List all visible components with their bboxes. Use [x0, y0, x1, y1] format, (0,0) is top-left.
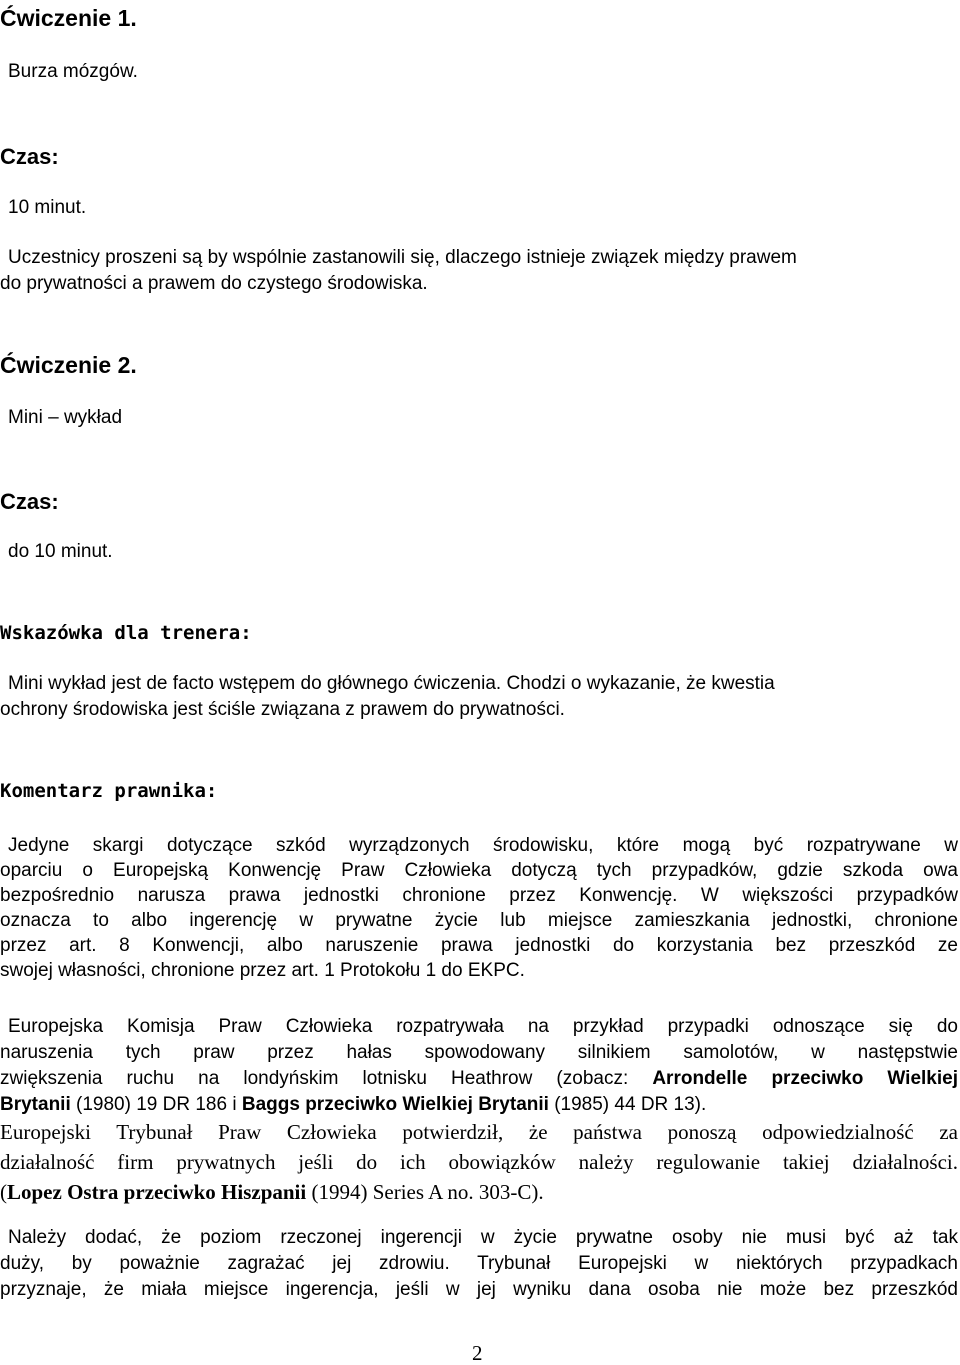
trainer-note-text	[0, 671, 958, 723]
case-name: Brytanii	[0, 1094, 71, 1115]
exercise-1-heading: Ćwiczenie 1.	[0, 5, 137, 31]
case-name: Arrondelle przeciwko Wielkiej	[652, 1068, 958, 1089]
exercise-1-time-value: 10 minut.	[8, 197, 87, 218]
paragraph-line: naruszenia tych praw przez hałas spowodowany silnikiem samolotów, w następstwie	[0, 1042, 958, 1063]
description-line: do prywatności a prawem do czystego środowiska.	[0, 273, 428, 294]
text-span: zwiększenia ruchu na londyńskim lotnisku Heathrow (zobacz:	[0, 1068, 653, 1089]
trainer-line: Mini wykład jest de facto wstępem do głównego ćwiczenia. Chodzi o wykazanie, że kwestia	[8, 673, 775, 694]
exercise-2-time-label: Czas:	[0, 489, 59, 514]
trainer-note-label: Wskazówka dla trenera:	[0, 622, 252, 644]
paragraph-line: duży, by poważnie zagrażać jej zdrowiu. Trybunał Europejski w niektórych przypadkach	[0, 1253, 958, 1274]
paragraph-line: swojej własności, chronione przez art. 1 Protokołu 1 do EKPC.	[0, 960, 525, 981]
paragraph-line: przez art. 8 Konwencji, albo naruszenie prawa jednostki do korzystania bez przeszkód ze	[0, 935, 958, 956]
text-span: (1985) 44 DR 13).	[548, 1094, 707, 1115]
final-paragraph	[0, 1225, 958, 1303]
text-span: (1994) Series A no. 303-C).	[306, 1180, 544, 1204]
paragraph-line: Należy dodać, że poziom rzeczonej ingerencji w życie prywatne osoby nie musi być aż tak	[8, 1227, 958, 1248]
exercise-2-time-value: do 10 minut.	[8, 541, 113, 562]
case-name: Baggs przeciwko Wielkiej Brytanii	[241, 1094, 549, 1115]
exercise-2-subtitle: Mini – wykład	[8, 407, 123, 428]
paragraph-line: bezpośrednio narusza prawa jednostki chronione przez Konwencję. W większości przypadków	[0, 885, 958, 906]
exercise-1-subtitle: Burza mózgów.	[8, 61, 138, 82]
trainer-line: ochrony środowiska jest ściśle związana z prawem do prywatności.	[0, 699, 565, 720]
exercise-1-description	[0, 245, 958, 297]
paragraph-line: oznacza to albo ingerencję w prywatne życie lub miejsce zamieszkania jednostki, chronione	[0, 910, 958, 931]
page-number: 2	[472, 1341, 483, 1365]
paragraph-line	[0, 1177, 958, 1207]
paragraph-line: przyznaje, że miała miejsce ingerencja, jeśli w jej wyniku dana osoba nie może bez przeszkód	[0, 1279, 958, 1300]
paragraph-line: oparciu o Europejską Konwencję Praw Człowieka dotyczą tych przypadków, gdzie szkoda owa	[0, 860, 958, 881]
paragraph-line	[0, 1066, 958, 1092]
tribunal-paragraph	[0, 1117, 958, 1207]
paragraph-line	[0, 1092, 958, 1118]
text-span: (	[0, 1180, 7, 1204]
paragraph-line: Europejska Komisja Praw Człowieka rozpatrywała na przykład przypadki odnoszące się do	[8, 1016, 958, 1037]
case-name: Lopez Ostra przeciwko Hiszpanii	[7, 1180, 307, 1204]
paragraph-line: Europejski Trybunał Praw Człowieka potwierdził, że państwa ponoszą odpowiedzialność za	[0, 1120, 958, 1144]
lawyer-comment-paragraph-2	[0, 1014, 958, 1118]
paragraph-line: Jedyne skargi dotyczące szkód wyrządzonych środowisku, które mogą być rozpatrywane w	[8, 835, 958, 856]
exercise-1-time-label: Czas:	[0, 144, 59, 169]
lawyer-comment-paragraph-1	[0, 833, 958, 983]
paragraph-line: działalność firm prywatnych jeśli do ich obowiązków należy regulowanie takiej działalności.	[0, 1150, 958, 1174]
text-span: (1980) 19 DR 186 i	[70, 1094, 242, 1115]
lawyer-comment-label: Komentarz prawnika:	[0, 780, 218, 802]
exercise-2-heading: Ćwiczenie 2.	[0, 352, 137, 378]
description-line: Uczestnicy proszeni są by wspólnie zastanowili się, dlaczego istnieje związek między prawem	[8, 247, 797, 268]
